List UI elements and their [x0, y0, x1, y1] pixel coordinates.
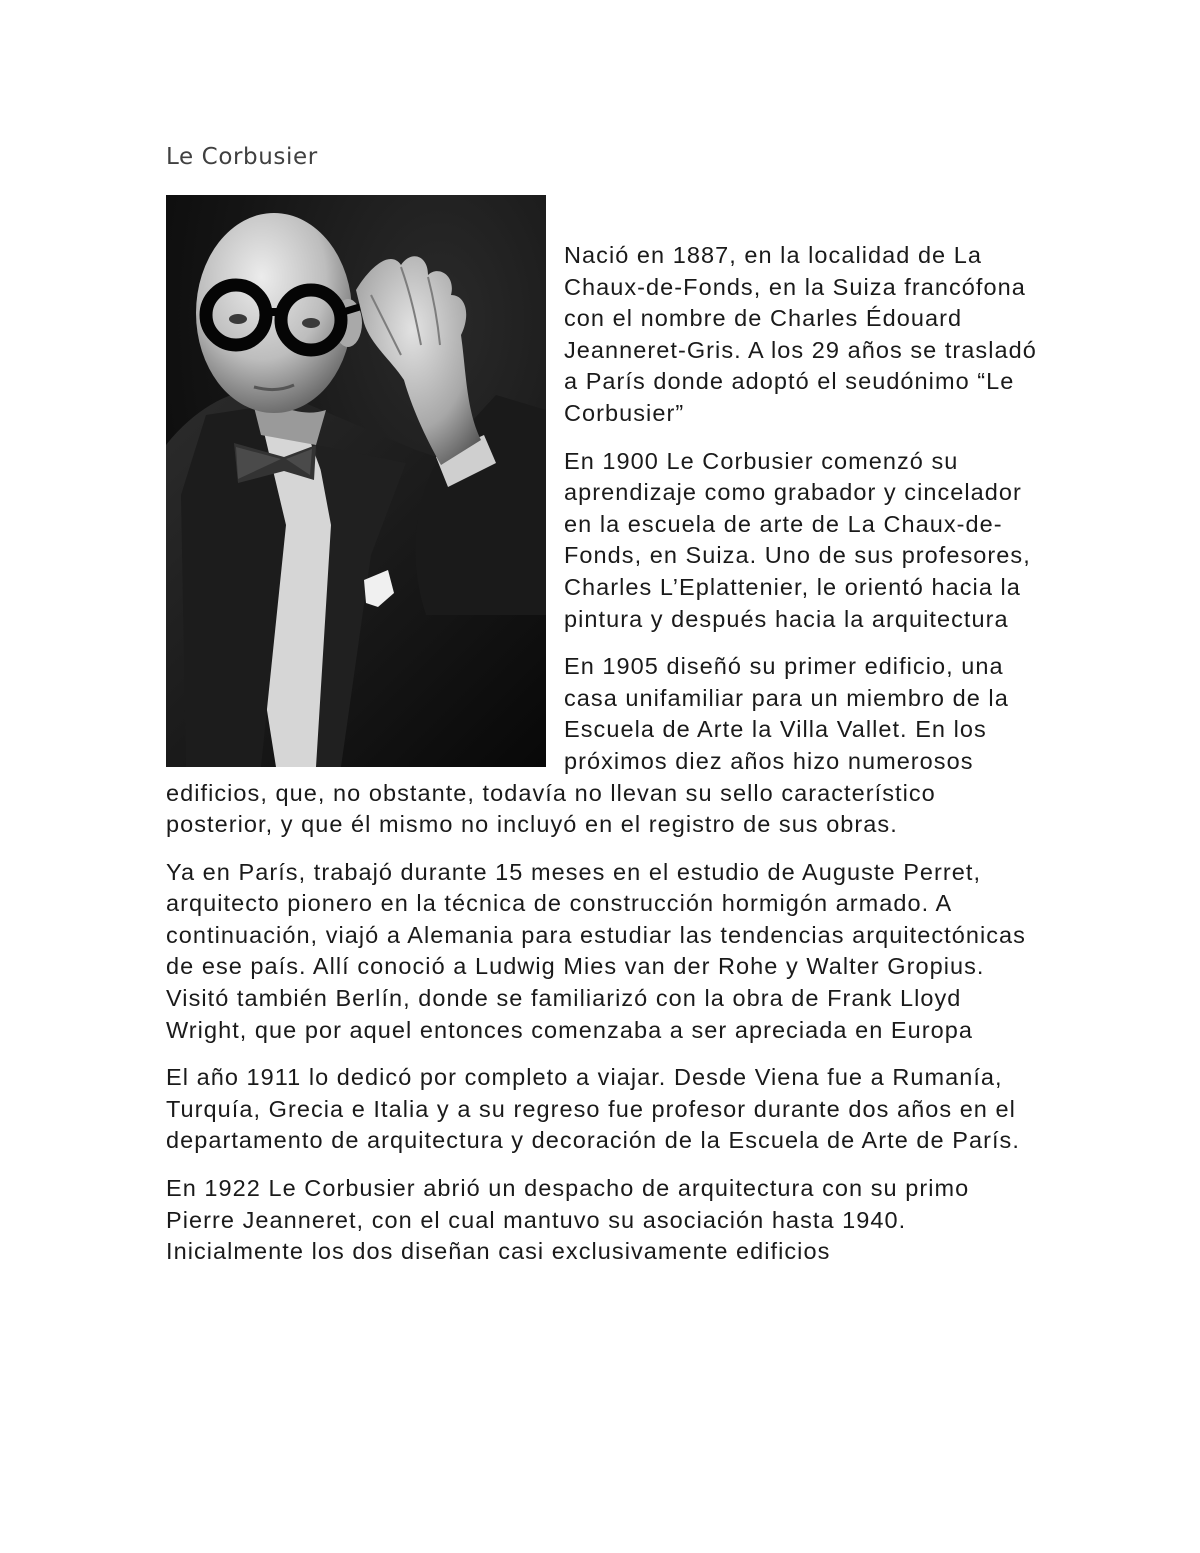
- paragraph-travel: El año 1911 lo dedicó por completo a viajar. Desde Viena fue a Rumanía, Turquía, Grecia e Italia y a su regreso fue profesor durante dos años en el departamento de arquitectura y decoración de la Escuela de Arte de París.: [166, 1064, 1020, 1154]
- paragraph-education: En 1900 Le Corbusier comenzó su aprendizaje como grabador y cincelador en la escuela de arte de La Chaux-de-Fonds, en Suiza. Uno de sus profesores, Charles L’Eplattenier, le orientó hacia la pintura y después hacia la arquitectura: [564, 447, 1031, 632]
- document-title: Le Corbusier: [166, 144, 318, 170]
- paragraph-paris: Ya en París, trabajó durante 15 meses en el estudio de Auguste Perret, arquitecto pionero en la técnica de construcción hormigón armado. A continuación, viajó a Alemania para estudiar las tendencias arquitectónicas de ese país. Allí conoció a Ludwig Mies van der Rohe y Walter Gropius. Visitó también Berlín, donde se familiarizó con la obra de Frank Lloyd Wright, que por aquel entonces comenzaba a ser apreciada en Europa: [166, 858, 1026, 1043]
- paragraph-first-building: En 1905 diseñó su primer edificio, una casa unifamiliar para un miembro de la Escuela de Arte la Villa Vallet. En los próximos diez años hizo numerosos edificios, que, no obstante, todavía no llevan su sello característico posterior, y que él mismo no incluyó en el registro de sus obras.: [166, 653, 1009, 838]
- paragraph-birth: Nació en 1887, en la localidad de La Chaux-de-Fonds, en la Suiza francófona con el nombre de Charles Édouard Jeanneret-Gris. A los 29 años se trasladó a París donde adoptó el seudónimo “Le Corbusier”: [564, 242, 1037, 426]
- document-body: [166, 240, 1038, 1284]
- paragraph-office: En 1922 Le Corbusier abrió un despacho de arquitectura con su primo Pierre Jeanneret, con el cual mantuvo su asociación hasta 1940. Inicialmente los dos diseñan casi exclusivamente edificios: [166, 1175, 970, 1265]
